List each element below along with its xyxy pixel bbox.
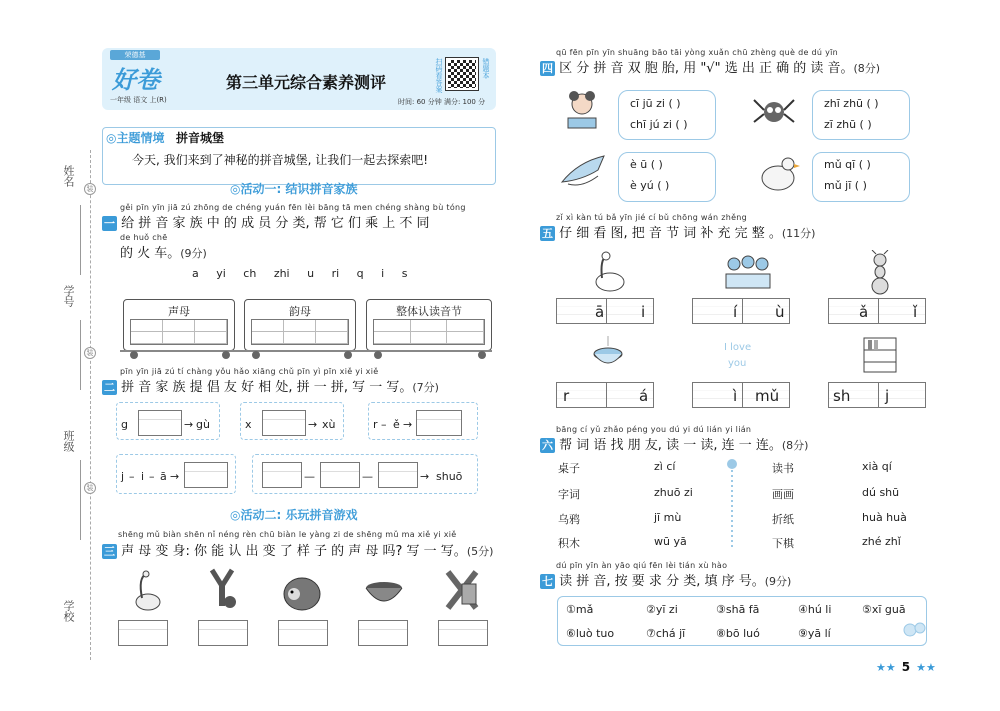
car-label: 韵母 [289, 305, 311, 318]
pair-option[interactable]: è ū ( ) [630, 158, 663, 171]
syllable-part: mǔ [755, 387, 780, 405]
hen-icon [756, 152, 800, 196]
answer-blank[interactable] [184, 462, 228, 488]
wheel-icon [130, 351, 138, 359]
q4-line [540, 57, 880, 76]
syllable-part: ā [595, 303, 605, 321]
q2-number: 二 [104, 381, 115, 394]
brand-logo: 好卷 [112, 65, 160, 94]
wheel-icon [374, 351, 382, 359]
q5-line [540, 222, 815, 241]
spell-dash: — [362, 470, 373, 483]
train-car-zhengti [366, 299, 492, 351]
match-left-word[interactable]: 积木 [558, 537, 580, 550]
exam-meta: 时间: 60 分钟 满分: 100 分 [398, 98, 486, 106]
class-line [80, 460, 81, 540]
svg-text:I love: I love [724, 342, 752, 353]
hedgehog-icon [282, 570, 322, 614]
answer-blank[interactable] [378, 462, 418, 488]
answer-blank[interactable] [438, 620, 488, 646]
match-left-pinyin[interactable]: wū yā [654, 535, 687, 548]
syllable-part: j [885, 387, 890, 405]
qr-caption-right: 错题本 [482, 58, 490, 79]
answer-blank[interactable] [198, 620, 248, 646]
sort-item[interactable]: ⑧bō luó [716, 627, 760, 640]
answer-blank[interactable] [262, 462, 302, 488]
pair-option[interactable]: mǔ qī ( ) [824, 158, 871, 171]
activity-two-title: ◎活动二: 乐玩拼音游戏 [230, 508, 358, 522]
q1-pinyin-2: de huǒ chē [120, 233, 168, 242]
page-number-value: 5 [901, 660, 911, 674]
spell-arrow: → [403, 418, 413, 431]
duck-icon [588, 248, 628, 294]
train-track [120, 350, 492, 354]
answer-blank[interactable] [416, 410, 462, 436]
sort-item[interactable]: ⑤xī guā [862, 603, 906, 616]
spell-result: shuō [436, 470, 463, 483]
answer-blank[interactable] [278, 620, 328, 646]
activity-one-title: ◎活动一: 结识拼音家族 [230, 182, 358, 196]
q4-text: 区 分 拼 音 双 胞 胎, 用 "√" 选 出 正 确 的 读 音。 [559, 61, 854, 76]
q4-number: 四 [542, 62, 553, 75]
syllable-box[interactable] [828, 382, 926, 408]
spell-arrow: → [308, 418, 318, 431]
q3-text: 声 母 变 身: 你 能 认 出 变 了 样 子 的 声 母 吗? 写 一 写。 [121, 544, 467, 559]
q7-line [540, 570, 791, 589]
divider-ornament-icon [722, 458, 742, 554]
grade-label: 一年级 语文 上(R) [110, 96, 167, 104]
spell-arrow: → [170, 470, 180, 483]
q3-number: 三 [104, 545, 115, 558]
q6-pinyin: bāng cí yǔ zhǎo péng you dú yi dú lián yi lián [556, 425, 752, 434]
ant-icon [862, 250, 898, 296]
sort-item[interactable]: ⑦chá jī [646, 627, 686, 640]
q1-number: 一 [104, 217, 115, 230]
q6-score: (8分) [781, 439, 809, 452]
spell-initial: j [121, 470, 125, 483]
q5-number: 五 [542, 227, 553, 240]
syllable-part: í [733, 303, 738, 321]
q5-pinyin: zǐ xì kàn tú bǎ yīn jié cí bǔ chōng wán zhěng [556, 213, 748, 222]
q1-text-1: 给 拼 音 家 族 中 的 成 员 分 类, 帮 它 们 乘 上 不 同 [121, 216, 430, 231]
spell-arrow: → [420, 470, 430, 483]
spell-dash: – [149, 470, 155, 483]
school-label: 学校 [62, 600, 75, 622]
wheel-icon [344, 351, 352, 359]
flower-decoration-icon [900, 618, 928, 644]
qr-caption-left: 扫码看答案 [435, 58, 443, 93]
girl-reading-icon [560, 88, 604, 132]
pair-option[interactable]: chī jú zi ( ) [630, 118, 688, 131]
q7-number: 七 [542, 575, 553, 588]
qr-code-icon[interactable] [446, 58, 478, 90]
children-icon [722, 252, 772, 292]
wheel-icon [478, 351, 486, 359]
q6-number: 六 [542, 439, 553, 452]
letters-art-icon [720, 334, 770, 374]
train-car-yunmu [244, 299, 356, 351]
spell-dash: — [304, 470, 315, 483]
spell-dash: – [381, 418, 387, 431]
pair-option[interactable]: zī zhū ( ) [824, 118, 872, 131]
q1-pinyin-1: gěi pīn yīn jiā zú zhōng de chéng yuán fēn lèi bāng tā men chéng shàng bù tóng [120, 203, 466, 212]
syllable-part: ù [775, 303, 785, 321]
answer-blank[interactable] [118, 620, 168, 646]
pair-option[interactable]: zhī zhū ( ) [824, 97, 879, 110]
svg-text:you: you [728, 358, 747, 369]
class-label: 班级 [62, 430, 75, 452]
syllable-part: ǎ [859, 303, 869, 321]
syllable-box[interactable] [692, 298, 790, 324]
spider-icon [752, 92, 796, 130]
q1-line-1 [102, 212, 430, 231]
theme-text: 今天, 我们来到了神秘的拼音城堡, 让我们一起去探索吧! [132, 153, 429, 167]
spell-initial: g [121, 418, 128, 431]
answer-grid[interactable] [251, 319, 349, 345]
sort-item[interactable]: ④hú li [798, 603, 832, 616]
match-right-pinyin[interactable]: xià qí [862, 460, 892, 473]
theme-tag: ◎主题情境 [106, 131, 165, 145]
wheel-icon [252, 351, 260, 359]
pair-option[interactable]: cī jū zi ( ) [630, 97, 681, 110]
q2-text: 拼 音 家 族 提 倡 友 好 相 处, 拼 一 拼, 写 一 写。 [121, 380, 413, 395]
bookshelf-icon [860, 336, 900, 376]
crocodile-icon [558, 152, 608, 192]
name-line [80, 205, 81, 275]
letter-list: a yi ch zhi u ri q i s [192, 267, 408, 280]
sort-item[interactable]: ⑨yā lí [798, 627, 831, 640]
spell-result: xù [322, 418, 336, 431]
spell-final: ě [393, 418, 400, 431]
match-left-word[interactable]: 桌子 [558, 462, 580, 475]
syllable-part: r [563, 387, 570, 405]
spell-initial: x [245, 418, 252, 431]
q5-text: 仔 细 看 图, 把 音 节 词 补 充 完 整 。 [559, 226, 782, 241]
q2-pinyin: pīn yīn jiā zú tí chàng yǒu hǎo xiāng chǔ pīn yì pīn xiě yi xiě [120, 367, 379, 376]
wheel-icon [222, 351, 230, 359]
q4-pinyin: qū fēn pīn yīn shuāng bāo tāi yòng xuǎn chū zhèng què de dú yīn [556, 48, 839, 57]
scissors-icon [442, 568, 482, 614]
syllable-part: sh [833, 387, 851, 405]
answer-blank[interactable] [138, 410, 182, 436]
number-line [80, 320, 81, 390]
q7-pinyin: dú pīn yīn àn yāo qiú fēn lèi tián xù hào [556, 561, 728, 570]
q2-line [102, 376, 439, 395]
bowl-icon [362, 574, 406, 612]
answer-grid[interactable] [373, 319, 485, 345]
match-left-word[interactable]: 字词 [558, 488, 580, 501]
match-right-word[interactable]: 画画 [772, 488, 794, 501]
syllable-part: ì [733, 387, 738, 405]
syllable-part: á [639, 387, 649, 405]
brand-tag: 荣德基 [110, 50, 160, 60]
answer-blank[interactable] [262, 410, 306, 436]
sort-item[interactable]: ③shā fā [716, 603, 760, 616]
q6-line [540, 434, 808, 453]
syllable-box[interactable] [556, 298, 654, 324]
match-left-word[interactable]: 乌鸦 [558, 513, 580, 526]
answer-blank[interactable] [320, 462, 360, 488]
binding-line [90, 150, 91, 660]
q1-text-2: 的 火 车。 [120, 246, 181, 261]
sort-item[interactable]: ②yī zi [646, 603, 678, 616]
q3-score: (5分) [466, 545, 494, 558]
syllable-part: i [641, 303, 646, 321]
sort-item[interactable]: ⑥luò tuo [566, 627, 615, 640]
binding-hole: 装 [84, 183, 96, 195]
match-right-word[interactable]: 折纸 [772, 513, 794, 526]
pair-option[interactable]: è yú ( ) [630, 179, 670, 192]
match-left-pinyin[interactable]: jī mù [654, 511, 682, 524]
match-left-pinyin[interactable]: zhuō zi [654, 486, 693, 499]
q5-score: (11分) [781, 227, 816, 240]
match-right-pinyin[interactable]: huà huà [862, 511, 907, 524]
answer-blank[interactable] [358, 620, 408, 646]
match-right-word[interactable]: 读书 [772, 462, 794, 475]
q6-text: 帮 词 语 找 朋 友, 读 一 读, 连 一 连。 [559, 438, 782, 453]
match-right-pinyin[interactable]: dú shū [862, 486, 900, 499]
q4-score: (8分) [853, 62, 881, 75]
syllable-box[interactable] [692, 382, 790, 408]
theme-name: 拼音城堡 [176, 131, 225, 145]
q7-score: (9分) [764, 575, 792, 588]
match-right-pinyin[interactable]: zhé zhǐ [862, 535, 901, 548]
sort-item[interactable]: ①mǎ [566, 603, 594, 616]
page-stars-right: ★★ [916, 661, 936, 674]
q3-pinyin: shēng mǔ biàn shēn nǐ néng rèn chū biàn le yàng zi de shēng mǔ ma xiě yi xiě [118, 530, 457, 539]
spell-medial: i [141, 470, 145, 483]
car-label: 整体认读音节 [396, 305, 462, 318]
spell-arrow: → [184, 418, 194, 431]
number-label: 学号 [62, 285, 75, 307]
page-number [876, 660, 936, 674]
person-icon [204, 566, 240, 614]
spell-initial: r [373, 418, 378, 431]
syllable-box[interactable] [828, 298, 926, 324]
answer-grid[interactable] [130, 319, 228, 345]
q1-score: (9分) [180, 247, 207, 260]
match-left-pinyin[interactable]: zì cí [654, 460, 676, 473]
pair-option[interactable]: mǔ jī ( ) [824, 179, 867, 192]
q3-line [102, 540, 493, 559]
q1-line-2 [120, 242, 207, 261]
spell-result: gù [196, 418, 210, 431]
syllable-box[interactable] [556, 382, 654, 408]
q2-score: (7分) [412, 381, 439, 394]
match-right-word[interactable]: 下棋 [772, 537, 794, 550]
binding-hole: 装 [84, 347, 96, 359]
q7-text: 读 拼 音, 按 要 求 分 类, 填 序 号。 [559, 574, 765, 589]
spell-final: ā [160, 470, 167, 483]
goose-icon [128, 568, 164, 614]
page-stars-left: ★★ [876, 661, 896, 674]
car-label: 声母 [168, 305, 190, 318]
tea-cup-icon [588, 334, 628, 374]
train-car-shengmu [123, 299, 235, 351]
page-title: 第三单元综合素养测评 [226, 73, 387, 92]
binding-hole: 装 [84, 482, 96, 494]
syllable-part: ǐ [913, 303, 918, 321]
spell-dash: – [129, 470, 135, 483]
name-label: 姓名 [62, 165, 75, 187]
